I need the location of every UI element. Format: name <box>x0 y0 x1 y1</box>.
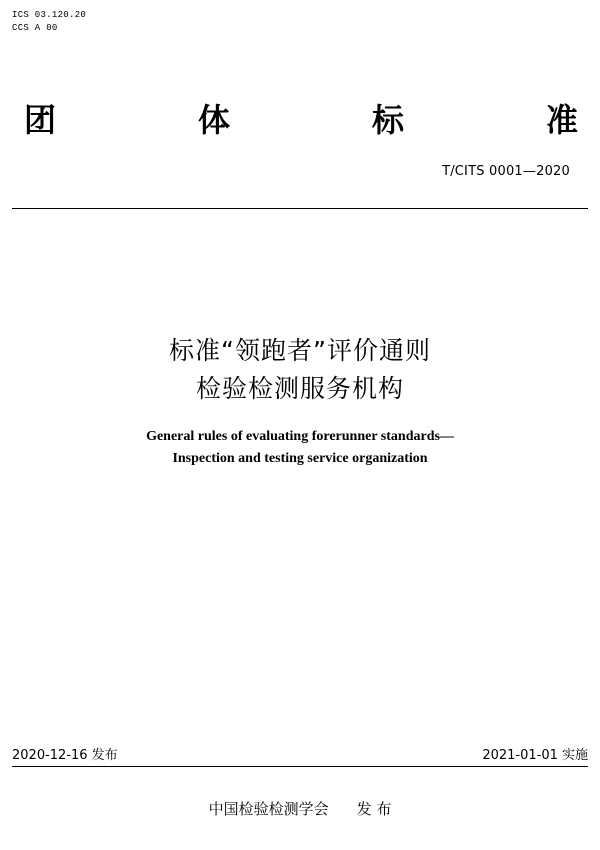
publisher-line <box>0 798 600 819</box>
publisher-name: 中国检验检测学会 <box>208 800 329 818</box>
top-divider <box>12 208 588 209</box>
english-title-line-2: Inspection and testing service organization <box>172 451 428 466</box>
standard-type-title <box>24 100 578 140</box>
bottom-divider <box>12 766 588 767</box>
ccs-code: CCS A 00 <box>12 23 58 33</box>
implementation-date: 2021-01-01 实施 <box>482 748 588 763</box>
publish-action: 发 布 <box>356 800 392 818</box>
standard-type-char: 准 <box>545 101 578 139</box>
standard-type-char: 标 <box>371 101 404 139</box>
standard-type-char: 体 <box>197 101 230 139</box>
standard-number: T/CITS 0001—2020 <box>442 164 570 179</box>
standard-type-char: 团 <box>24 101 57 139</box>
ics-code: ICS 03.120.20 <box>12 10 87 20</box>
chinese-title-line-1: 标准“领跑者”评价通则 <box>169 336 431 365</box>
issue-date: 2020-12-16 发布 <box>12 748 118 763</box>
classification-codes <box>12 9 86 35</box>
chinese-title-line-2: 检验检测服务机构 <box>195 374 404 403</box>
english-title-line-1: General rules of evaluating forerunner standards— <box>146 429 454 444</box>
